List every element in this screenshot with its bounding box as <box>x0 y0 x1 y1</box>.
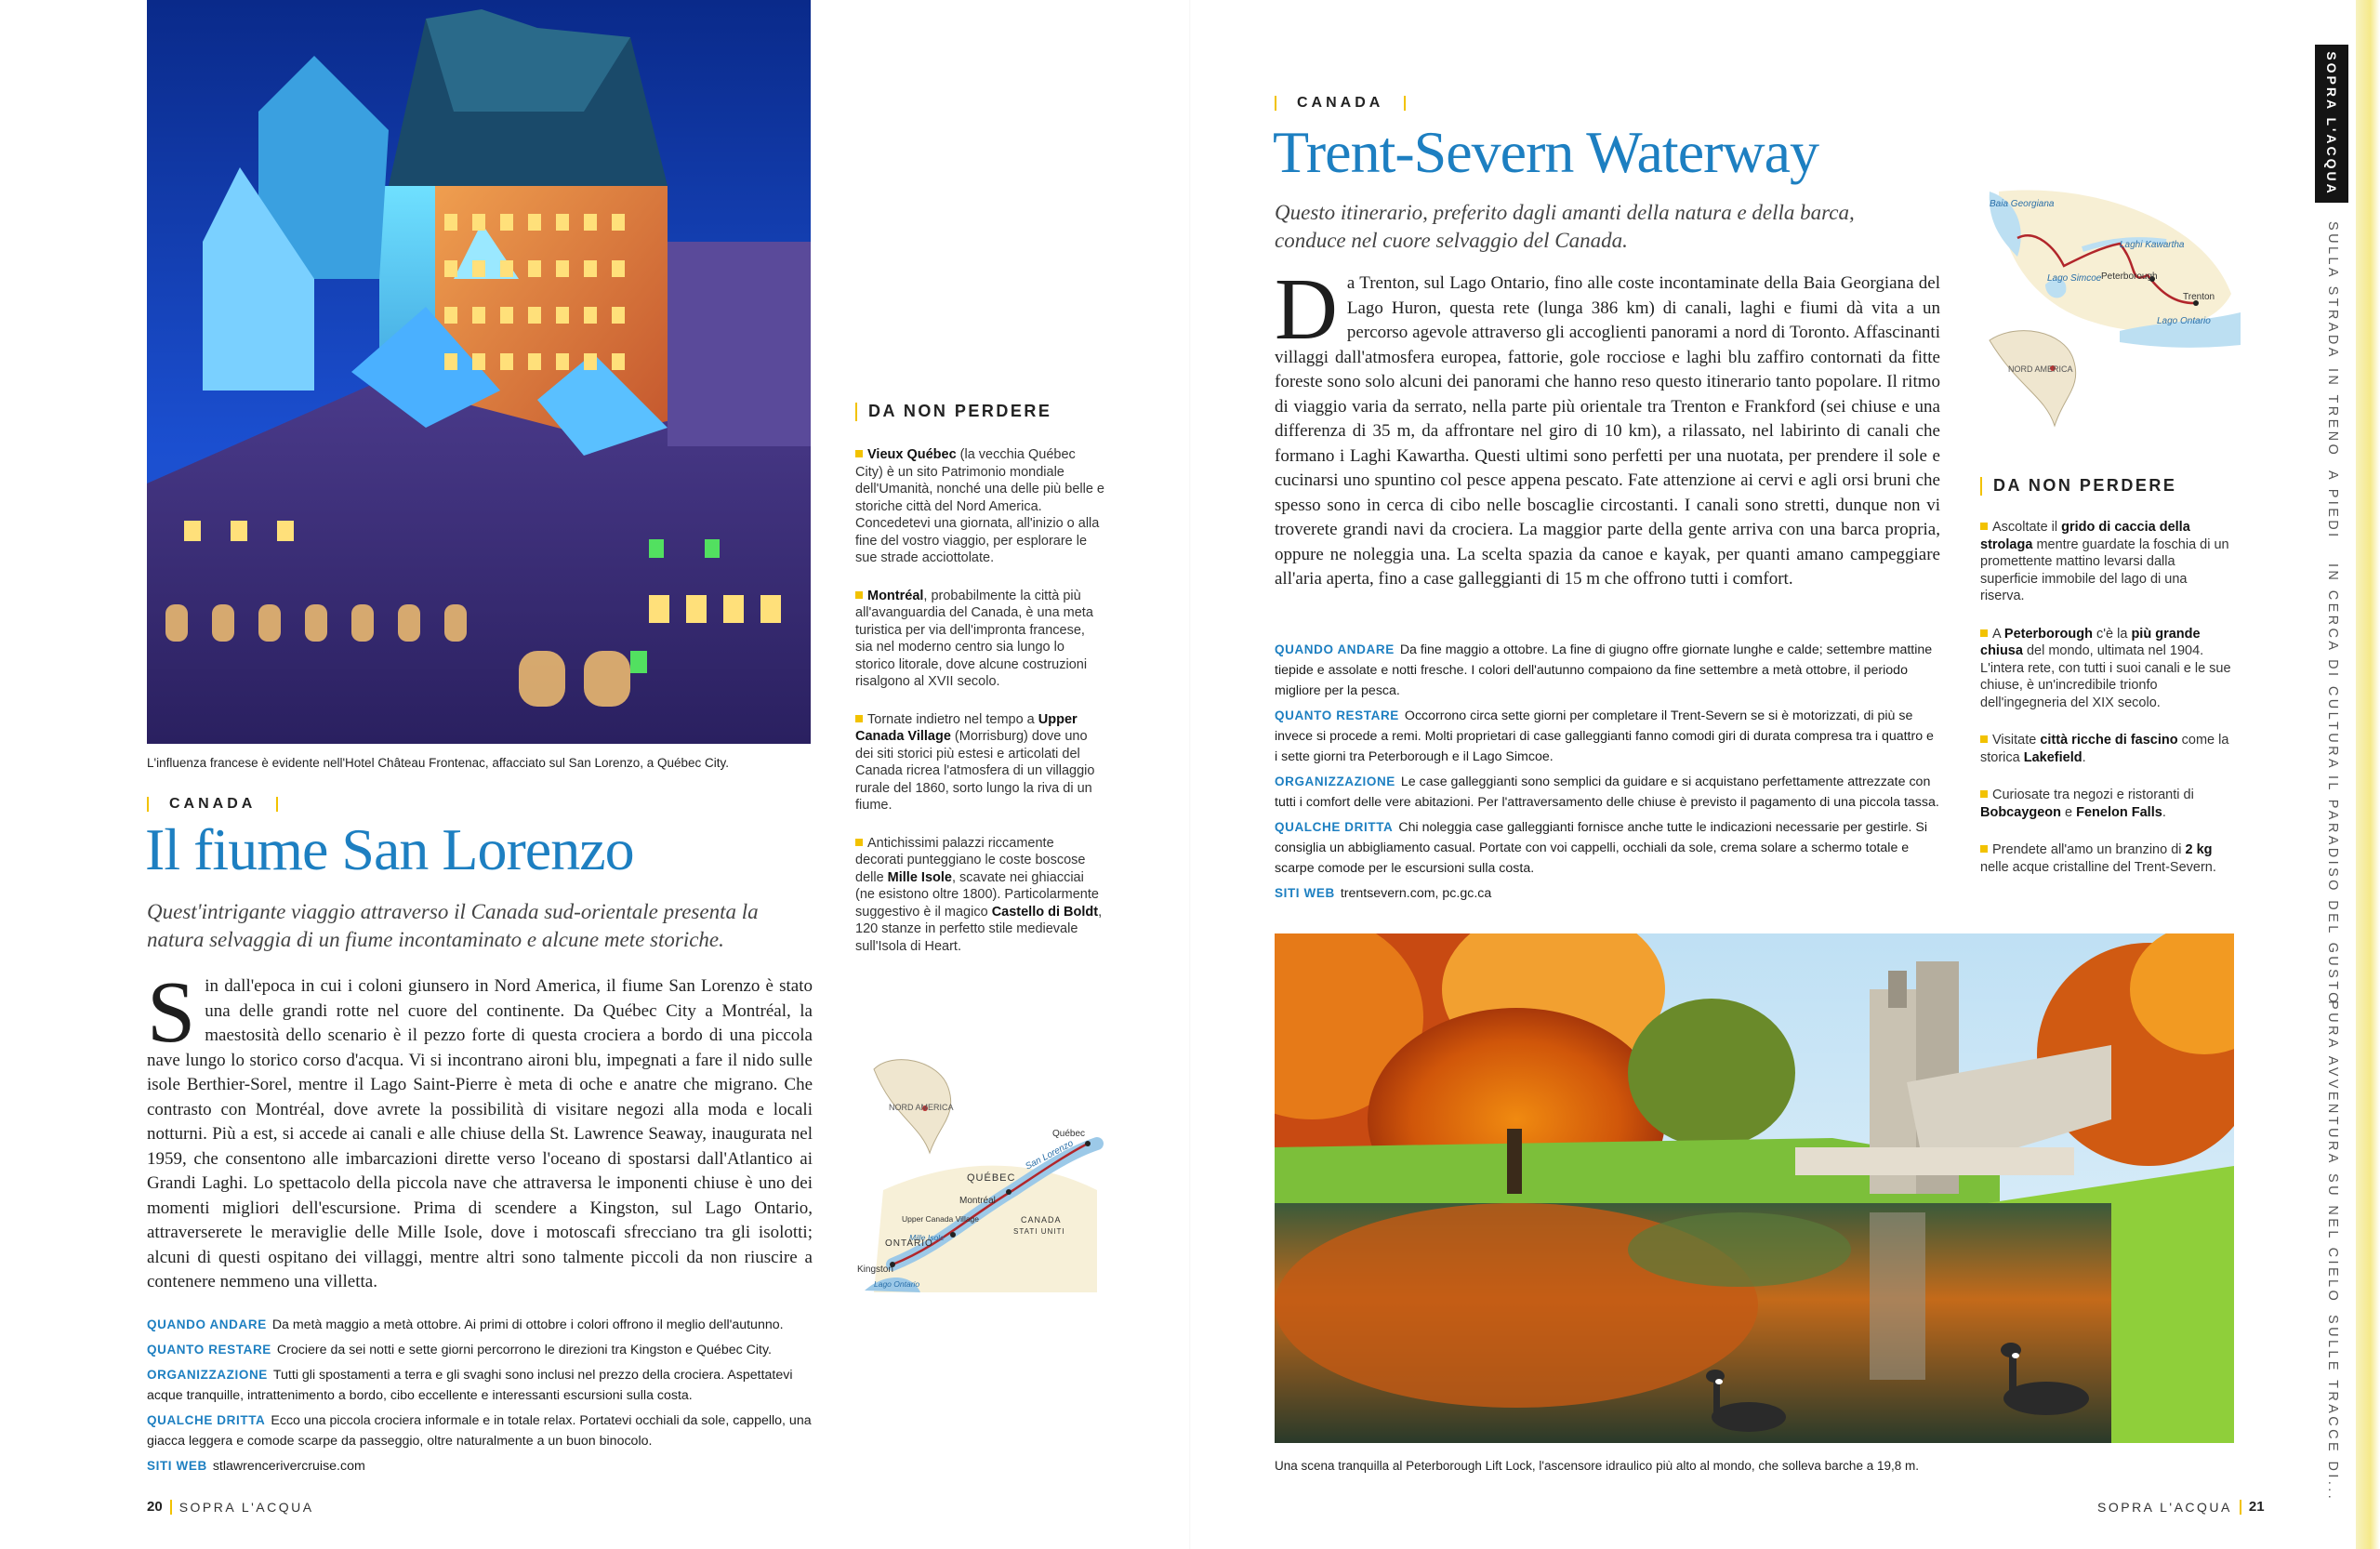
info-text: Le case galleggianti sono semplici da guidare e si acquistano perfettamente attrezzate con tutti i comfort delle vere abitazioni. Per l'attraversamento delle chiuse è previsto il pagamento di una piccola tassa. <box>1275 774 1939 810</box>
info-label: QUANDO ANDARE <box>1275 642 1395 656</box>
info-row <box>1275 772 1940 813</box>
info-box-left <box>147 1315 816 1481</box>
map-label: Baia Georgiana <box>1990 199 2055 209</box>
info-text: stlawrencerivercruise.com <box>212 1459 365 1474</box>
sidebar-item: Prendete all'amo un branzino di 2 kg nelle acque cristalline del Trent-Severn. <box>1980 842 2216 875</box>
chapter-index-tabs: SOPRA L'ACQUA SULLA STRADA IN TRENO A PIEDI IN CERCA DI CULTURA IL PARADISO DEL GUSTO PURA AVVENTURA SU NEL CIELO SULLE TRACCE DI... <box>2315 37 2380 1497</box>
page-number: 20 <box>147 1499 163 1515</box>
info-text: Da fine maggio a ottobre. La fine di giugno offre giornate lunghe e calde; settembre mattine tiepide e assolate e notti fresche. I colori dell'autunno compaiono da fine settembre a metà ottobre, il periodo migliore per la pesca. <box>1275 642 1933 698</box>
info-text: Ecco una piccola crociera informale e in totale relax. Portatevi occhiali da sole, cappello, una giacca leggera e comode scarpe da passeggio, oltre naturalmente a un buon binocolo. <box>147 1413 812 1449</box>
kicker-bar <box>147 797 149 812</box>
info-box-right <box>1275 640 1940 908</box>
map-label: Upper Canada Village <box>902 1214 980 1224</box>
bullet-square <box>855 591 863 599</box>
kicker-bar <box>1404 96 1406 111</box>
sidebar-item: Montréal, probabilmente la città più all'avanguardia del Canada, è una meta turistica per via dell'impronta francese, sia nel moderno centro sia lungo lo storico litorale, dove alcune costruzioni risalgono al XVII secolo. <box>855 588 1093 689</box>
map-label: Lago Ontario <box>2157 316 2211 326</box>
chateau-frontenac-photo <box>147 0 811 744</box>
bullet-square <box>1980 845 1988 853</box>
sidebar-heading: DA NON PERDERE <box>1993 476 2177 495</box>
page-folio-right <box>2097 1499 2265 1515</box>
section-kicker-right <box>1275 95 1406 112</box>
bullet-square <box>1980 735 1988 743</box>
sidebar-heading: DA NON PERDERE <box>868 402 1052 420</box>
info-label: SITI WEB <box>147 1459 207 1473</box>
st-lawrence-map <box>855 1051 1106 1302</box>
map-label: Lago Ontario <box>874 1279 920 1289</box>
peterborough-lift-lock-photo <box>1275 933 2234 1443</box>
map-label: CANADA <box>1021 1215 1062 1225</box>
map-label: Montréal <box>959 1196 996 1206</box>
trent-severn-map <box>1980 182 2241 433</box>
body-paragraph: in dall'epoca in cui i coloni giunsero in Nord America, il fiume San Lorenzo è stato una delle grandi rotte nel cuore del continente. Da Québec City a Montréal, la maestosità dello scenario è il pezzo forte di questa crociera a bordo di una piccola nave lungo lo storico corso d'acqua. Vi si incontrano aironi blu, impegnati a fare il nido sulle isole Berthier-Sorel, mentre il Lago Saint-Pierre è meta di oche e anatre che migrano. Che contrasto con Montréal, dove avrete la possibilità di visitare negozi alla moda e locali notturni. Più a est, si accede ai canali e alle chiuse della St. Lawrence Seaway, inaugurata nel 1959, che consentono alle imbarcazioni dirette verso l'oceano di spostarsi dall'Atlantico ai Grandi Laghi. Lo spettacolo della piccola nave che attraversa le imponenti chiuse è uno dei momenti migliori dell'escursione. Prima di scendere a Kingston, sul Lago Ontario, attraverserete le meraviglie delle Mille Isole, dove i motoscafi sfrecciano tra gli isolotti; alcuni di questi ospitano dei villaggi, mentre altri sono talmente piccoli da non riuscire a contenere nemmeno una villetta. <box>147 976 813 1291</box>
map-label: Mille Isole <box>909 1233 945 1242</box>
info-text: Crociere da sei notti e sette giorni percorrono le direzioni tra Kingston e Québec City. <box>276 1343 772 1357</box>
info-label: QUANDO ANDARE <box>147 1317 267 1331</box>
page-number: 21 <box>2248 1499 2265 1515</box>
standfirst-right: Questo itinerario, preferito dagli amanti della natura e della barca, conduce nel cuore selvaggio del Canada. <box>1275 201 1855 252</box>
sidebar-title-left <box>855 402 1051 421</box>
article-title-left: Il fiume San Lorenzo <box>145 816 634 882</box>
info-label: SITI WEB <box>1275 886 1335 900</box>
map-label: STATI UNITI <box>1013 1227 1065 1236</box>
info-row <box>147 1340 816 1360</box>
kicker-bar <box>1275 96 1276 111</box>
page-folio-left <box>147 1499 314 1515</box>
sidebar-item: Ascoltate il grido di caccia della strolaga mentre guardate la foschia di un promettente mattino levarsi dalla superficie immobile del lago di una riserva. <box>1980 520 2229 603</box>
map-label: NORD AMERICA <box>2008 364 2073 374</box>
sidebar-item: Tornate indietro nel tempo a Upper Canada Village (Morrisburg) dove uno dei siti storici più estesi e articolati del Canada ricrea l'atmosfera di un villaggio rurale del 1860, sorto lungo la riva di un fiume. <box>855 711 1095 813</box>
section-kicker-left <box>147 796 278 813</box>
info-text: Occorrono circa sette giorni per completare il Trent-Severn se si è motorizzati, di più se invece si procede a remi. Molti proprietari di case galleggianti fanno comodi giri di durata compresa tra i quattro e i sette giorni tra Peterborough e il Lago Simcoe. <box>1275 708 1934 764</box>
sidebar-title-right <box>1980 476 2176 496</box>
info-label: QUALCHE DRITTA <box>147 1413 266 1427</box>
map-label: Kingston <box>857 1264 893 1275</box>
info-text: Da metà maggio a metà ottobre. Ai primi di ottobre i colori offrono il meglio dell'autunno. <box>271 1317 784 1332</box>
sidebar-item: Vieux Québec (la vecchia Québec City) è un sito Patrimonio mondiale dell'Umanità, nonché una delle più belle e storiche città del Nord America. Concedetevi una giornata, all'inizio o alla fine del vostro viaggio, per esplorare le sue strade acciottolate. <box>855 447 1104 565</box>
info-row <box>147 1410 816 1451</box>
folio-bar <box>170 1500 172 1515</box>
body-paragraph: a Trenton, sul Lago Ontario, fino alle coste incontaminate della Baia Georgiana del Lago Huron, questa rete (lunga 386 km) di canali, laghi e fiumi dà vita a un percorso agevole attraverso gli accoglienti panorami a nord di Toronto. Affascinanti villaggi dall'atmosfera europea, fattorie, gole rocciose e laghi blu zaffiro contornati da fitte foreste sono solo alcuni dei panorami che hanno reso questo itinerario tanto popolare. Il ritmo di viaggio varia da serrato, nella parte più orientale tra Trenton e Frankford (sei chiuse e una differenza di 35 m, da affrontare nel giro di 10 km), a rilassato, nel labirinto di canali che formano i Laghi Kawartha. Questi ultimi sono perfetti per una nuotata, per prendere il sole e cucinarsi uno spuntino col pesce appena pescato. Fate attenzione ai cervi e agli orsi bruni che spesso sono in cerca di cibo nelle boscaglie circostanti. I canali sono stretti, dunque non vi troverete grandi navi da crociera. La maggior parte della gente arriva con una barca propria, oppure ne noleggia una. La scelta spazia da canoe e kayak, per quanti amano campeggiare all'aria aperta, fino a case galleggianti di 15 m che offrono tutti i comfort. <box>1275 273 1940 589</box>
kicker-bar <box>276 797 278 812</box>
bullet-square <box>1980 629 1988 637</box>
bullet-square <box>1980 523 1988 530</box>
info-label: ORGANIZZAZIONE <box>147 1368 268 1382</box>
bullet-square <box>1980 790 1988 798</box>
map-label: QUÉBEC <box>967 1172 1016 1184</box>
info-row <box>147 1315 816 1335</box>
sidebar-bar <box>1980 477 1982 496</box>
info-text: trentsevern.com, pc.gc.ca <box>1340 886 1492 901</box>
sidebar-item: Curiosate tra negozi e ristoranti di Bobcaygeon e Fenelon Falls. <box>1980 788 2194 820</box>
info-row <box>147 1365 816 1406</box>
sidebar-right <box>1980 519 2231 896</box>
tab-sopra-l-acqua[interactable]: SOPRA L'ACQUA <box>2315 45 2348 203</box>
map-label: NORD AMERICA <box>889 1103 954 1112</box>
article-body-right <box>1275 261 1940 592</box>
info-text: Chi noleggia case galleggianti fornisce anche tutte le indicazioni necessarie per gestirle. Si consiglia un abbigliamento casual. Portate con voi cappelli, occhiali da sole, crema solare a schermo totale e scarpe comode per le escursioni sulla costa. <box>1275 820 1928 876</box>
map-label: Trenton <box>2183 292 2215 302</box>
photo-caption-right: Una scena tranquilla al Peterborough Lift Lock, l'ascensore idraulico più alto al mondo, che solleva barche a 19,8 m. <box>1275 1459 1919 1473</box>
map-label: Lago Simcoe <box>2047 273 2102 284</box>
info-text: Tutti gli spostamenti a terra e gli svaghi sono inclusi nel prezzo della crociera. Aspettatevi acque tranquille, intrattenimento a bordo, cibo eccellente e interessanti escursioni sulla costa. <box>147 1368 793 1403</box>
article-title-right: Trent-Severn Waterway <box>1273 119 1819 185</box>
map-label: Peterborough <box>2101 271 2158 282</box>
drop-cap: D <box>1275 261 1338 358</box>
sidebar-bar <box>855 403 857 421</box>
map-label: Québec <box>1052 1129 1086 1139</box>
map-label: San Lorenzo <box>1024 1138 1076 1172</box>
info-label: ORGANIZZAZIONE <box>1275 774 1395 788</box>
page-gutter <box>1189 0 1191 1549</box>
map-label: ONTARIO <box>885 1238 933 1249</box>
map-label: Laghi Kawartha <box>2120 240 2185 250</box>
bullet-square <box>855 839 863 846</box>
sidebar-item: Visitate città ricche di fascino come la storica Lakefield. <box>1980 733 2229 765</box>
sidebar-item: A Peterborough c'è la più grande chiusa del mondo, ultimata nel 1904. L'intera rete, con tutti i suoi canali e le sue chiuse, è un'incredibile trionfo dell'ingegneria del XIX secolo. <box>1980 626 2231 710</box>
info-label: QUANTO RESTARE <box>147 1343 271 1357</box>
info-row <box>1275 817 1940 879</box>
drop-cap: S <box>147 964 196 1061</box>
info-row <box>1275 883 1940 904</box>
article-body-left <box>147 964 813 1295</box>
info-row <box>147 1456 816 1476</box>
info-label: QUANTO RESTARE <box>1275 708 1399 722</box>
info-row <box>1275 640 1940 701</box>
bullet-square <box>855 450 863 457</box>
running-head: SOPRA L'ACQUA <box>2097 1499 2232 1515</box>
info-row <box>1275 706 1940 767</box>
info-label: QUALCHE DRITTA <box>1275 820 1394 834</box>
running-head: SOPRA L'ACQUA <box>178 1499 314 1515</box>
kicker-label: CANADA <box>1297 95 1384 111</box>
kicker-label: CANADA <box>169 796 257 812</box>
bullet-square <box>855 715 863 722</box>
sidebar-item: Antichissimi palazzi riccamente decorati punteggiano le coste boscose delle Mille Isole, scavate nei ghiacciai (ne esistono oltre 1800). Particolarmente suggestivo è il magico Castello di Boldt, 120 stanze in perfetto stile medievale sull'Isola di Heart. <box>855 835 1103 954</box>
folio-bar <box>2240 1500 2241 1515</box>
standfirst-left: Quest'intrigante viaggio attraverso il Canada sud-orientale presenta la natura selvaggia di un fiume incontaminato e alcune mete storiche. <box>147 900 759 951</box>
sidebar-left <box>855 446 1104 975</box>
photo-caption-left: L'influenza francese è evidente nell'Hotel Château Frontenac, affacciato sul San Lorenzo, a Québec City. <box>147 756 730 770</box>
